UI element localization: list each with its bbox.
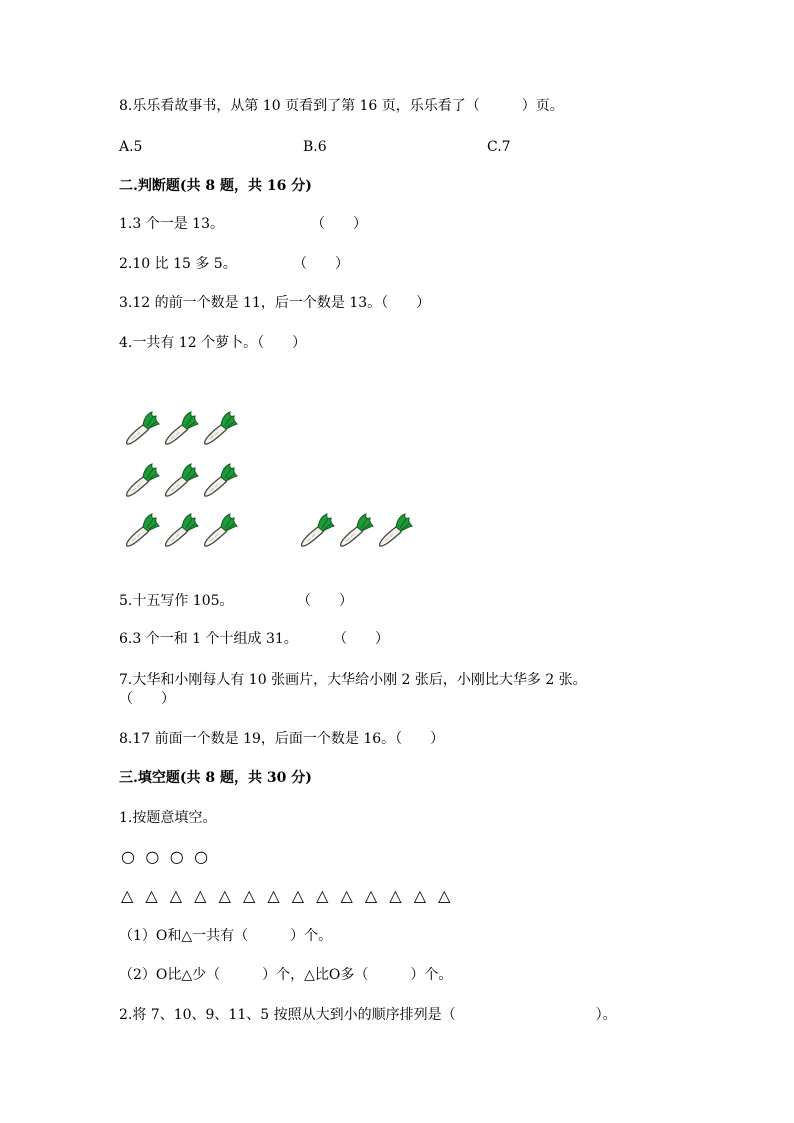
triangle-icon: △ [145, 886, 158, 905]
question-8: 8.乐乐看故事书，从第 10 页看到了第 16 页，乐乐看了（ ）页。 [119, 98, 564, 114]
judge-item-4: 4.一共有 12 个萝卜。（ ） [119, 335, 307, 351]
option-a: A.5 [119, 139, 143, 155]
answer-blank: （ ） [311, 216, 367, 232]
triangle-icon: △ [438, 886, 451, 905]
radish-icon [336, 510, 376, 550]
radish-icon [161, 460, 201, 500]
option-c: C.7 [487, 139, 511, 155]
circle-icon: ○ [194, 847, 209, 866]
circle-icon: ○ [121, 847, 135, 866]
radish-icon [200, 408, 240, 448]
radish-icon [122, 510, 162, 550]
judge-item-1: 1.3 个一是 13。 [119, 216, 224, 232]
circle-icon: ○ [145, 847, 160, 866]
triangle-icon: △ [121, 886, 134, 905]
answer-blank: （ ） [119, 691, 175, 707]
judge-item-6: 6.3 个一和 1 个十组成 31。 [119, 631, 298, 647]
triangle-icon: △ [291, 886, 305, 905]
triangle-icon: △ [169, 886, 183, 905]
section-title-judgement: 二.判断题(共 8 题，共 16 分) [119, 178, 312, 194]
fill-subquestion-2: （2）O比△少（ ）个，△比O多（ ）个。 [119, 967, 453, 983]
circle-icon: ○ [169, 847, 184, 866]
triangle-icon: △ [340, 886, 353, 905]
fill-subquestion-1: （1）O和△一共有（ ）个。 [119, 928, 333, 944]
triangle-icon: △ [218, 886, 231, 905]
judge-item-7: 7.大华和小刚每人有 10 张画片，大华给小刚 2 张后，小刚比大华多 2 张。 [119, 672, 587, 688]
radish-icon [161, 408, 201, 448]
option-b: B.6 [303, 139, 327, 155]
answer-blank: （ ） [333, 631, 389, 647]
judge-item-2: 2.10 比 15 多 5。 [119, 256, 237, 272]
triangle-row [121, 886, 462, 906]
circle-row [121, 847, 219, 867]
radish-icon [200, 510, 240, 550]
radish-icon [122, 408, 162, 448]
radish-icon [161, 510, 201, 550]
triangle-icon: △ [267, 886, 280, 905]
judge-item-8: 8.17 前面一个数是 19，后面一个数是 16。（ ） [119, 731, 445, 747]
radish-icon [200, 460, 240, 500]
radish-icon [297, 510, 337, 550]
section-title-fill-blank: 三.填空题(共 8 题，共 30 分) [119, 770, 312, 786]
fill-question-1: 1.按题意填空。 [119, 810, 217, 826]
triangle-icon: △ [364, 886, 378, 905]
triangle-icon: △ [242, 886, 256, 905]
judge-item-3: 3.12 的前一个数是 11，后一个数是 13。（ ） [119, 295, 431, 311]
radish-icon [122, 460, 162, 500]
radish-icon [375, 510, 415, 550]
fill-question-2: 2.将 7、10、9、11、5 按照从大到小的顺序排列是（ ）。 [119, 1007, 617, 1023]
triangle-icon: △ [194, 886, 207, 905]
judge-item-5: 5.十五写作 105。 [119, 593, 234, 609]
answer-blank: （ ） [297, 593, 353, 609]
answer-blank: （ ） [293, 256, 349, 272]
triangle-icon: △ [389, 886, 402, 905]
triangle-icon: △ [413, 886, 426, 905]
triangle-icon: △ [316, 886, 329, 905]
